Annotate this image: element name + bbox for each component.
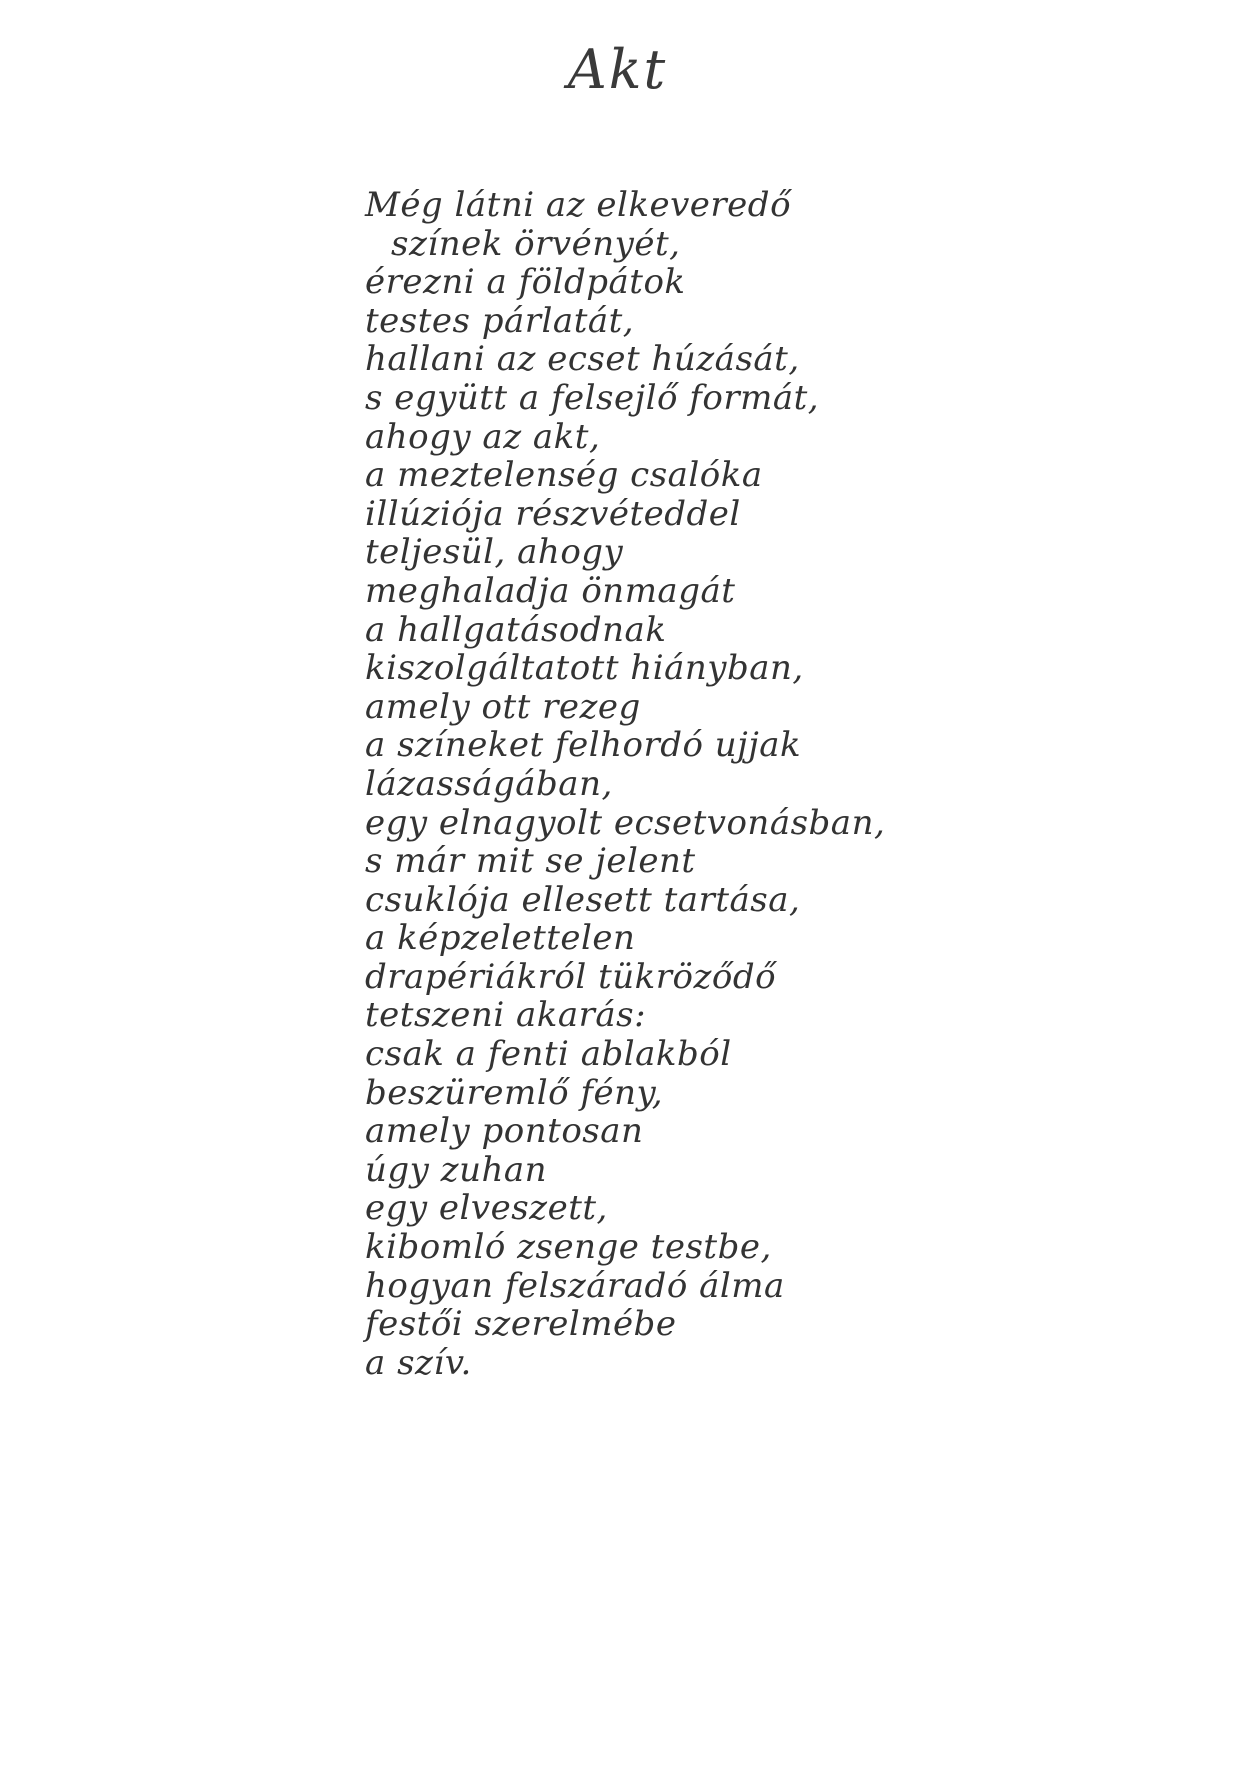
poem-line: a képzelettelen — [365, 918, 636, 959]
poem-line: drapériákról tükröződő — [365, 956, 777, 997]
poem-line: meghaladja önmagát — [365, 570, 736, 611]
poem-line: érezni a földpátok — [365, 262, 686, 303]
poem-line: festői szerelmébe — [365, 1304, 677, 1345]
poem-line: hogyan felszáradó álma — [365, 1265, 785, 1306]
poem-line: a szív. — [365, 1342, 472, 1383]
poem-line: egy elveszett, — [365, 1188, 608, 1229]
poem-line: Még látni az elkeveredő — [365, 185, 792, 225]
poem-line: a hallgatásodnak — [365, 609, 667, 650]
poem-line: úgy zuhan — [365, 1149, 548, 1190]
poem-line: a színeket felhordó ujjak — [365, 725, 802, 766]
poem-line: hallani az ecset húzását, — [365, 339, 800, 380]
poem-line: kibomló zsenge testbe, — [365, 1227, 772, 1268]
poem-line: s együtt a felsejlő formát, — [365, 377, 820, 418]
poem-line: amely pontosan — [365, 1111, 644, 1152]
poem-line: színek örvényét, — [391, 223, 681, 264]
poem-line: tetszeni akarás: — [365, 995, 647, 1036]
poem-line: csak a fenti ablakból — [365, 1034, 732, 1075]
poem-body — [365, 186, 965, 1382]
poem-line: amely ott rezeg — [365, 686, 641, 727]
poem-line: lázasságában, — [365, 763, 613, 804]
poem-line: ahogy az akt, — [365, 416, 601, 457]
poem-line: s már mit se jelent — [365, 841, 696, 882]
poem-line: illúziója részvéteddel — [365, 493, 741, 534]
poem-line: egy elnagyolt ecsetvonásban, — [365, 802, 886, 843]
poem-line: beszüremlő fény, — [365, 1072, 664, 1113]
poem-line: csuklója ellesett tartása, — [365, 879, 801, 920]
poem-line: teljesül, ahogy — [365, 532, 624, 573]
poem-line: kiszolgáltatott hiányban, — [365, 648, 804, 689]
poem-line: testes párlatát, — [365, 300, 635, 341]
poem-line: a meztelenség csalóka — [365, 455, 763, 496]
poem-title: Akt — [567, 38, 668, 101]
